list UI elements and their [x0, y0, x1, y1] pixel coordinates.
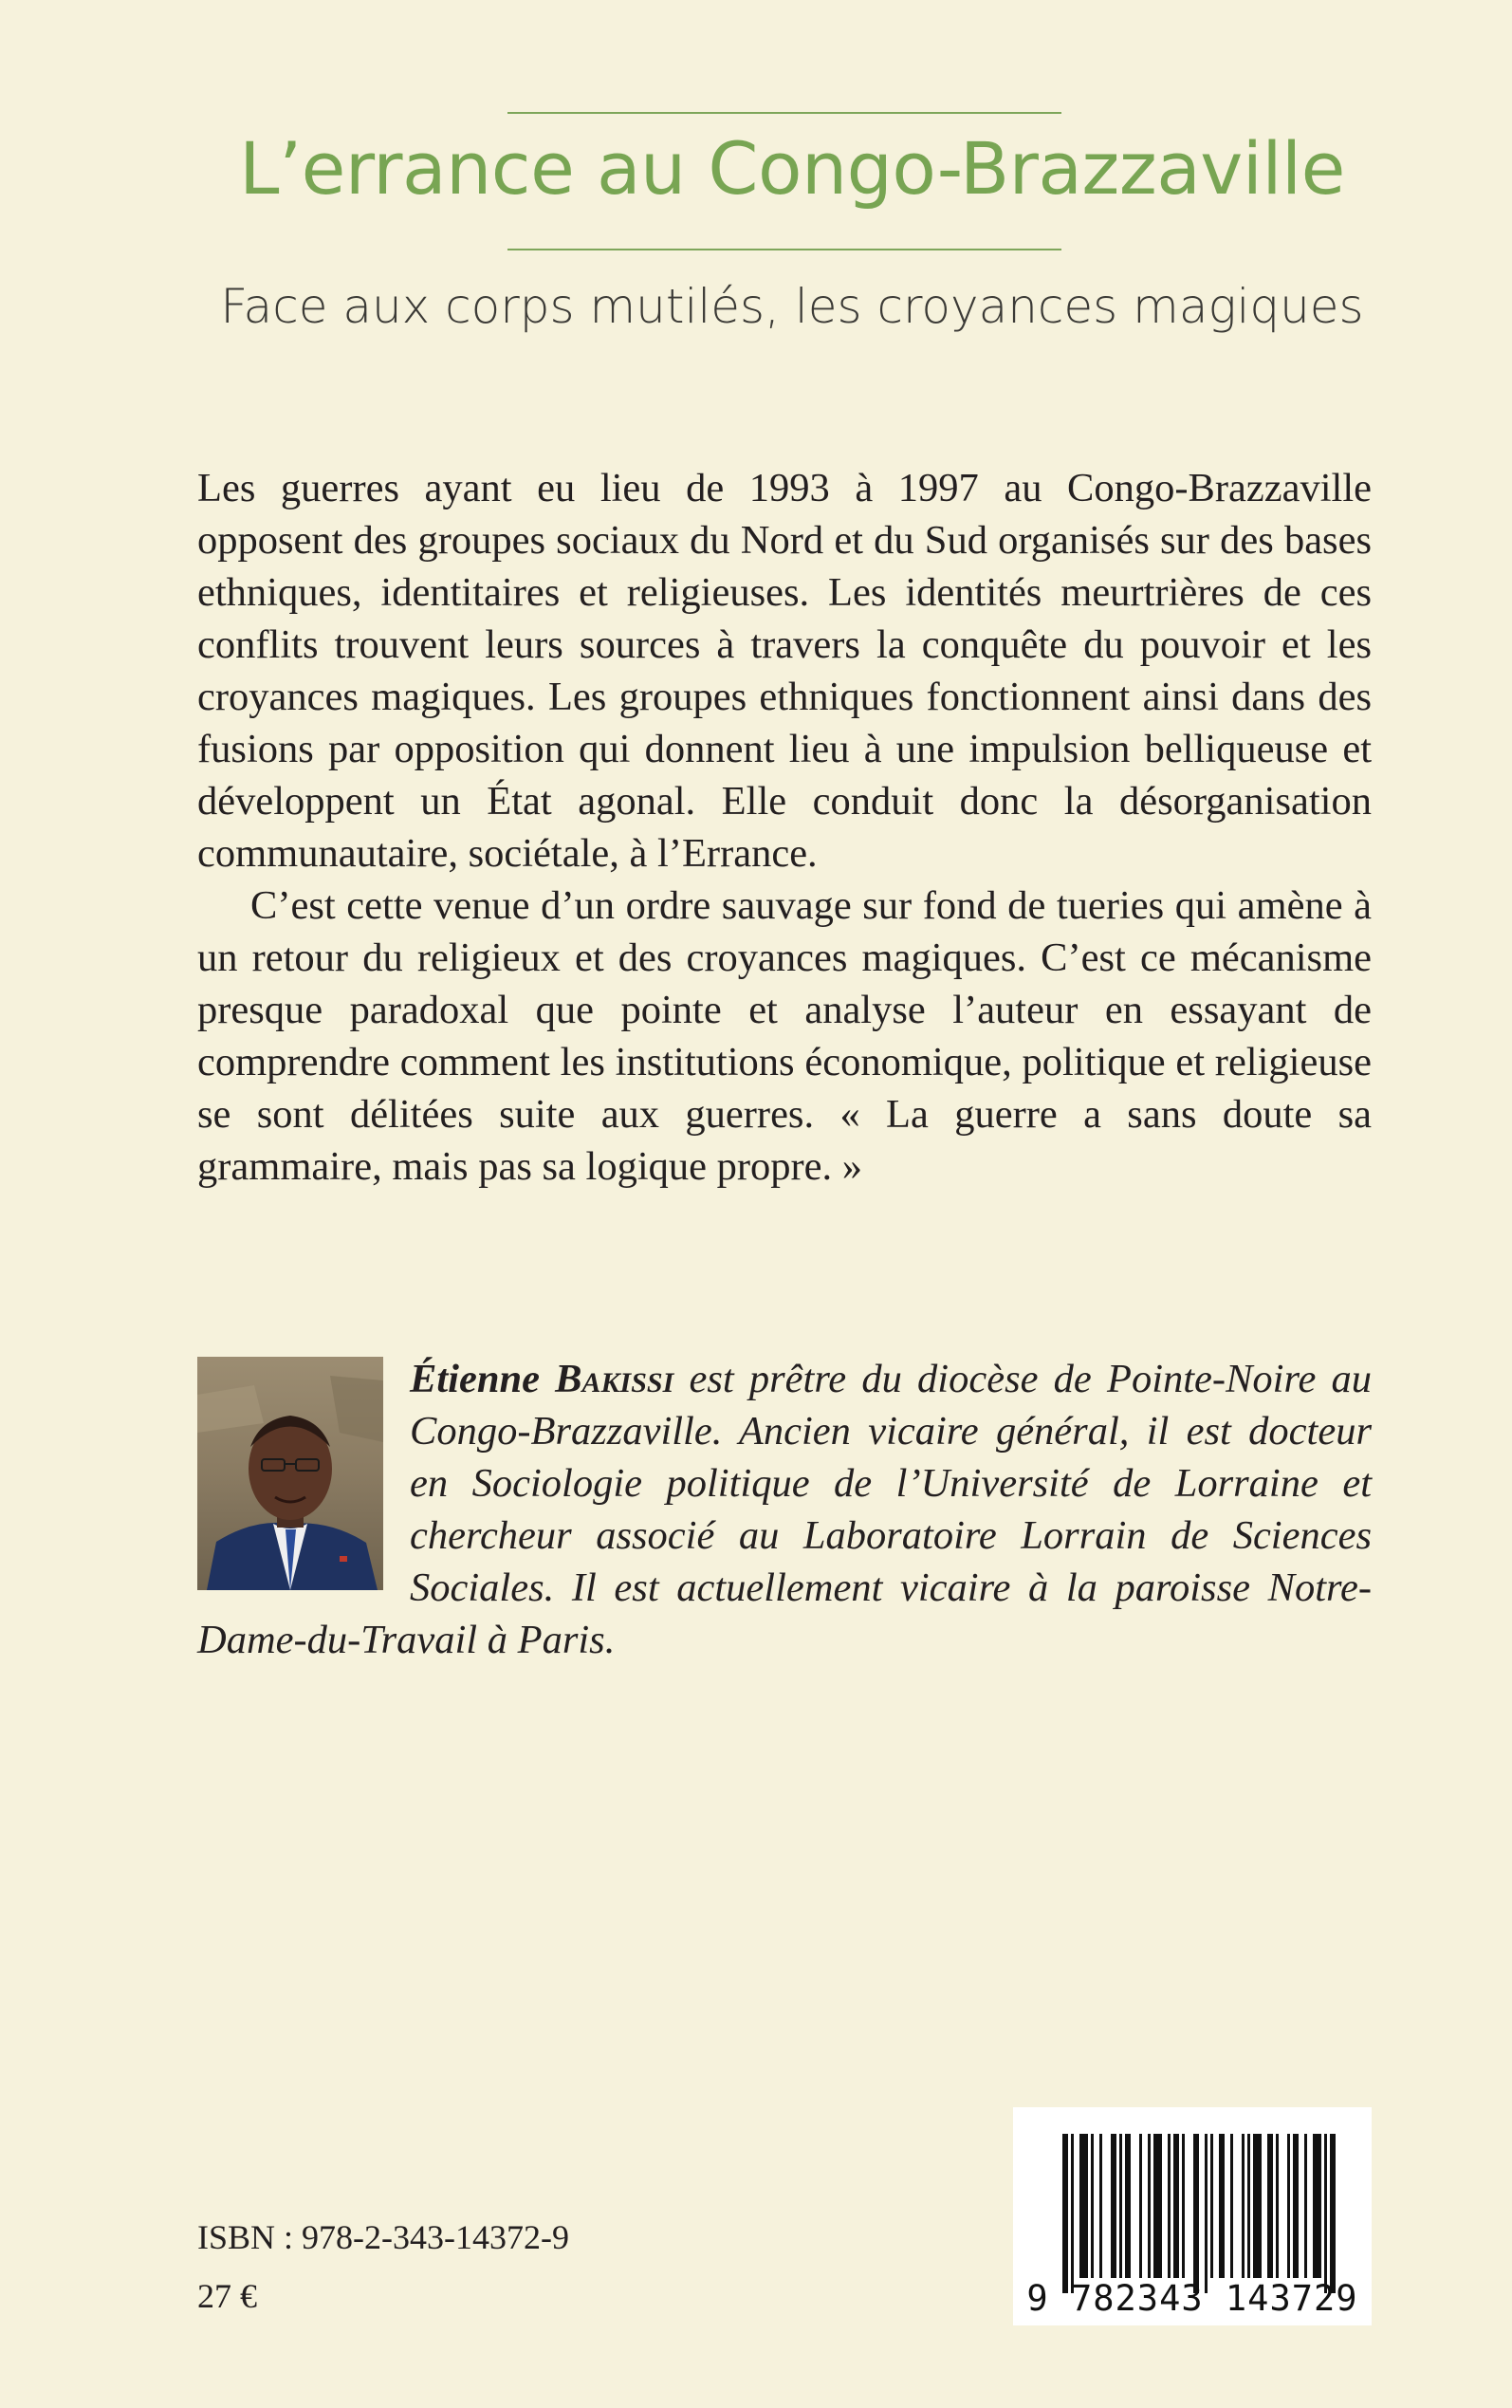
- summary-paragraph-1: Les guerres ayant eu lieu de 1993 à 1997 au Congo-Brazzaville opposent des groupes sociaux du Nord et du Sud organisés sur des bases ethniques, identitaires et religieuses. Les identités meurtrières de ces conflits trouvent leurs sources à travers la conquête du pouvoir et les croyances magiques. Les groupes ethniques fonctionnent ainsi dans des fusions par opposition qui donnent lieu à une impulsion belliqueuse et développent un État agonal. Elle conduit donc la désorganisation communautaire, sociétale, à l’Errance.: [197, 466, 1372, 876]
- book-subtitle: Face aux corps mutilés, les croyances magiques: [220, 279, 1364, 334]
- barcode-bar: [1119, 2134, 1122, 2278]
- summary-text: [197, 462, 1372, 1193]
- barcode-bar: [1219, 2134, 1225, 2278]
- barcode-bar: [1293, 2134, 1299, 2278]
- barcode-bar: [1304, 2134, 1307, 2278]
- author-last-name: Bakissi: [555, 1357, 674, 1401]
- barcode-bar: [1099, 2134, 1102, 2278]
- barcode-bar: [1182, 2134, 1185, 2278]
- title-bottom-rule: [507, 249, 1061, 250]
- barcode-bar: [1247, 2134, 1250, 2278]
- barcode: [1013, 2107, 1372, 2325]
- barcode-bar: [1168, 2134, 1171, 2278]
- barcode-bar: [1062, 2134, 1068, 2293]
- barcode-bar: [1313, 2134, 1321, 2278]
- barcode-bar: [1153, 2134, 1162, 2278]
- barcode-bar: [1139, 2134, 1142, 2278]
- author-photo: [197, 1357, 383, 1590]
- barcode-bar: [1148, 2134, 1151, 2278]
- barcode-bar: [1079, 2134, 1088, 2278]
- barcode-bar: [1071, 2134, 1074, 2293]
- barcode-bar: [1267, 2134, 1273, 2278]
- barcode-bar: [1173, 2134, 1179, 2278]
- price: 27 €: [197, 2277, 257, 2315]
- barcode-bar: [1230, 2134, 1233, 2278]
- barcode-bar: [1253, 2134, 1262, 2278]
- barcode-bar: [1091, 2134, 1094, 2278]
- barcode-bar: [1242, 2134, 1245, 2278]
- barcode-bar: [1193, 2134, 1199, 2293]
- barcode-bar: [1210, 2134, 1213, 2278]
- summary-paragraph-2: C’est cette venue d’un ordre sauvage sur fond de tueries qui amène à un retour du religieux et des croyances magiques. C’est ce mécanisme presque paradoxal que pointe et analyse l’auteur en essayant de comprendre comment les institutions économique, politique et religieuse se sont délitées suite aux guerres. « La guerre a sans doute sa grammaire, mais pas sa logique propre. »: [197, 883, 1372, 1189]
- barcode-bar: [1287, 2134, 1290, 2278]
- barcode-bar: [1276, 2134, 1279, 2278]
- barcode-bar: [1111, 2134, 1116, 2278]
- barcode-bar: [1125, 2134, 1131, 2278]
- barcode-bar: [1205, 2134, 1208, 2293]
- book-title: L’errance au Congo-Brazzaville: [239, 126, 1345, 211]
- title-top-rule: [507, 112, 1061, 114]
- author-bio-text: est prêtre du diocèse de Pointe-Noire au Congo-Brazzaville. Ancien vicaire général, il est docteur en Sociologie politique de l’Université de Lorraine et chercheur associé au Laboratoire Lorrain de Sciences Sociales. Il est actuellement vicaire à la paroisse Notre-Dame-du-Travail à Paris.: [197, 1357, 1373, 1662]
- barcode-digits: 9 782343 143729: [1026, 2278, 1358, 2319]
- barcode-bar: [1330, 2134, 1336, 2293]
- author-first-name: Étienne: [410, 1357, 540, 1401]
- barcode-bar: [1324, 2134, 1327, 2293]
- author-portrait-icon: [197, 1357, 383, 1590]
- author-bio: [197, 1353, 1372, 1666]
- isbn: ISBN : 978-2-343-14372-9: [197, 2218, 569, 2256]
